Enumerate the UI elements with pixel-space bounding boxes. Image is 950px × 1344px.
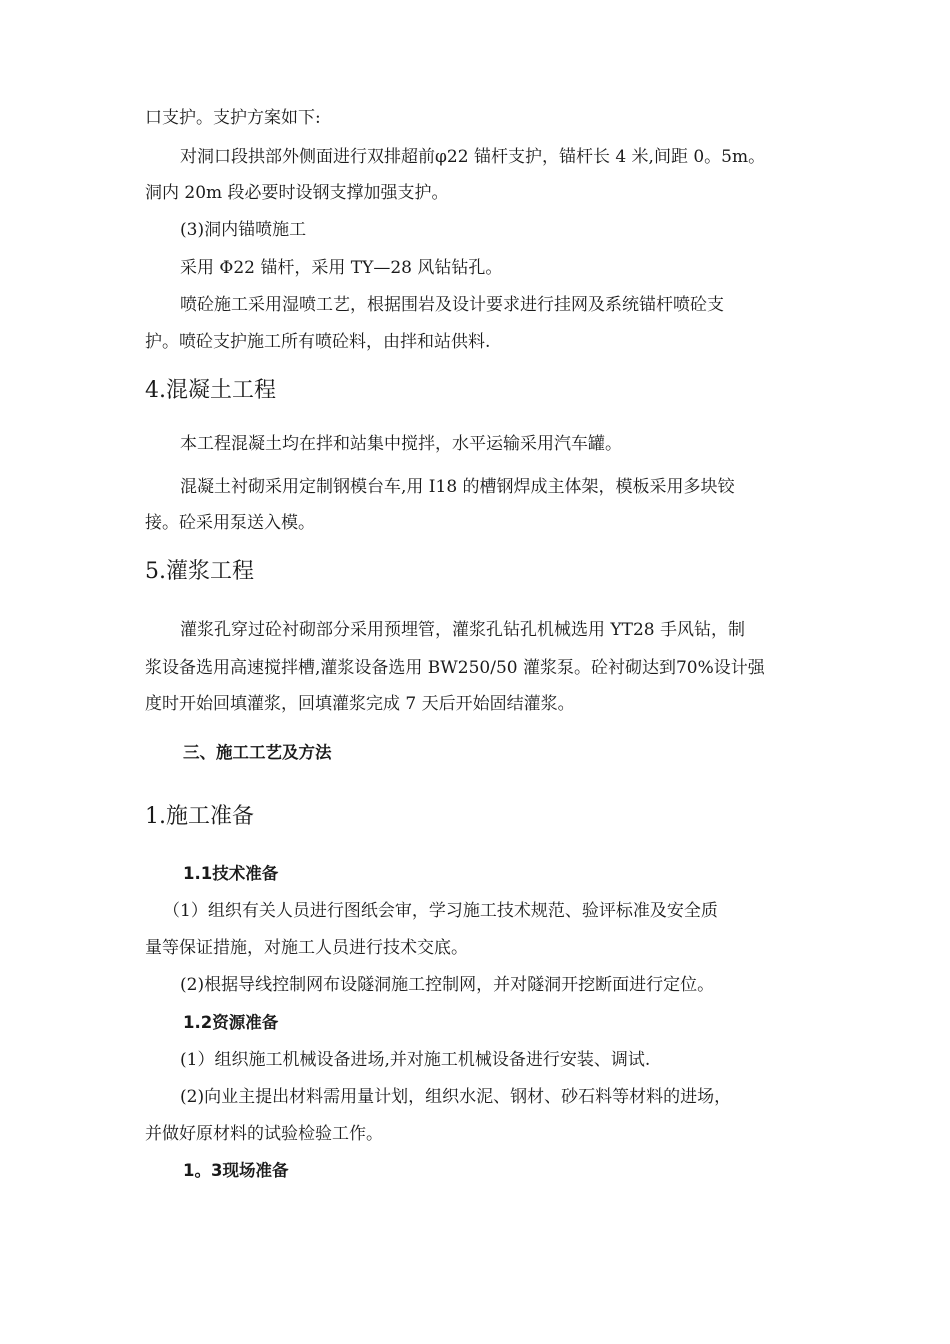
paragraph-line: 接。砼采用泵送入模。 xyxy=(145,513,315,533)
paragraph-line: (2)根据导线控制网布设隧洞施工控制网，并对隧洞开挖断面进行定位。 xyxy=(180,975,715,995)
paragraph-line: 度时开始回填灌浆，回填灌浆完成 7 天后开始固结灌浆。 xyxy=(145,694,575,714)
paragraph-line: (1）组织施工机械设备进场,并对施工机械设备进行安装、调试. xyxy=(180,1050,651,1070)
paragraph-line: 混凝土衬砌采用定制钢模台车,用 I18 的槽钢焊成主体架，模板采用多块铰 xyxy=(180,477,735,497)
paragraph-line: 口支护。支护方案如下: xyxy=(145,108,321,128)
paragraph-line: 并做好原材料的试验检验工作。 xyxy=(145,1124,383,1144)
paragraph-line: 护。喷砼支护施工所有喷砼料，由拌和站供料. xyxy=(145,332,491,352)
paragraph-line: (3)洞内锚喷施工 xyxy=(180,220,307,240)
paragraph-line: (2)向业主提出材料需用量计划，组织水泥、钢材、砂石料等材料的进场， xyxy=(180,1087,732,1107)
paragraph-line: 本工程混凝土均在拌和站集中搅拌，水平运输采用汽车罐。 xyxy=(180,434,622,454)
subsection-heading: 1.1技术准备 xyxy=(183,864,279,883)
paragraph-line: 浆设备选用高速搅拌槽,灌浆设备选用 BW250/50 灌浆泵。砼衬砌达到70%设计强 xyxy=(145,658,765,678)
paragraph-line: 洞内 20m 段必要时设钢支撑加强支护。 xyxy=(145,183,449,203)
chapter-heading: 三、施工工艺及方法 xyxy=(183,743,332,762)
paragraph-line: （1）组织有关人员进行图纸会审，学习施工技术规范、验评标准及安全质 xyxy=(163,901,718,921)
paragraph-line: 对洞口段拱部外侧面进行双排超前φ22 锚杆支护，锚杆长 4 米,间距 0。5m。 xyxy=(180,147,766,167)
section-heading: 5.灌浆工程 xyxy=(145,559,254,584)
paragraph-line: 量等保证措施，对施工人员进行技术交底。 xyxy=(145,938,468,958)
section-heading: 4.混凝土工程 xyxy=(145,378,276,403)
paragraph-line: 喷砼施工采用湿喷工艺，根据围岩及设计要求进行挂网及系统锚杆喷砼支 xyxy=(180,295,724,315)
subsection-heading: 1。3现场准备 xyxy=(183,1161,289,1180)
paragraph-line: 灌浆孔穿过砼衬砌部分采用预埋管，灌浆孔钻孔机械选用 YT28 手风钻，制 xyxy=(180,620,745,640)
subsection-heading: 1.2资源准备 xyxy=(183,1013,279,1032)
paragraph-line: 采用 Φ22 锚杆，采用 TY—28 风钻钻孔。 xyxy=(180,258,503,278)
section-heading: 1.施工准备 xyxy=(145,804,254,829)
